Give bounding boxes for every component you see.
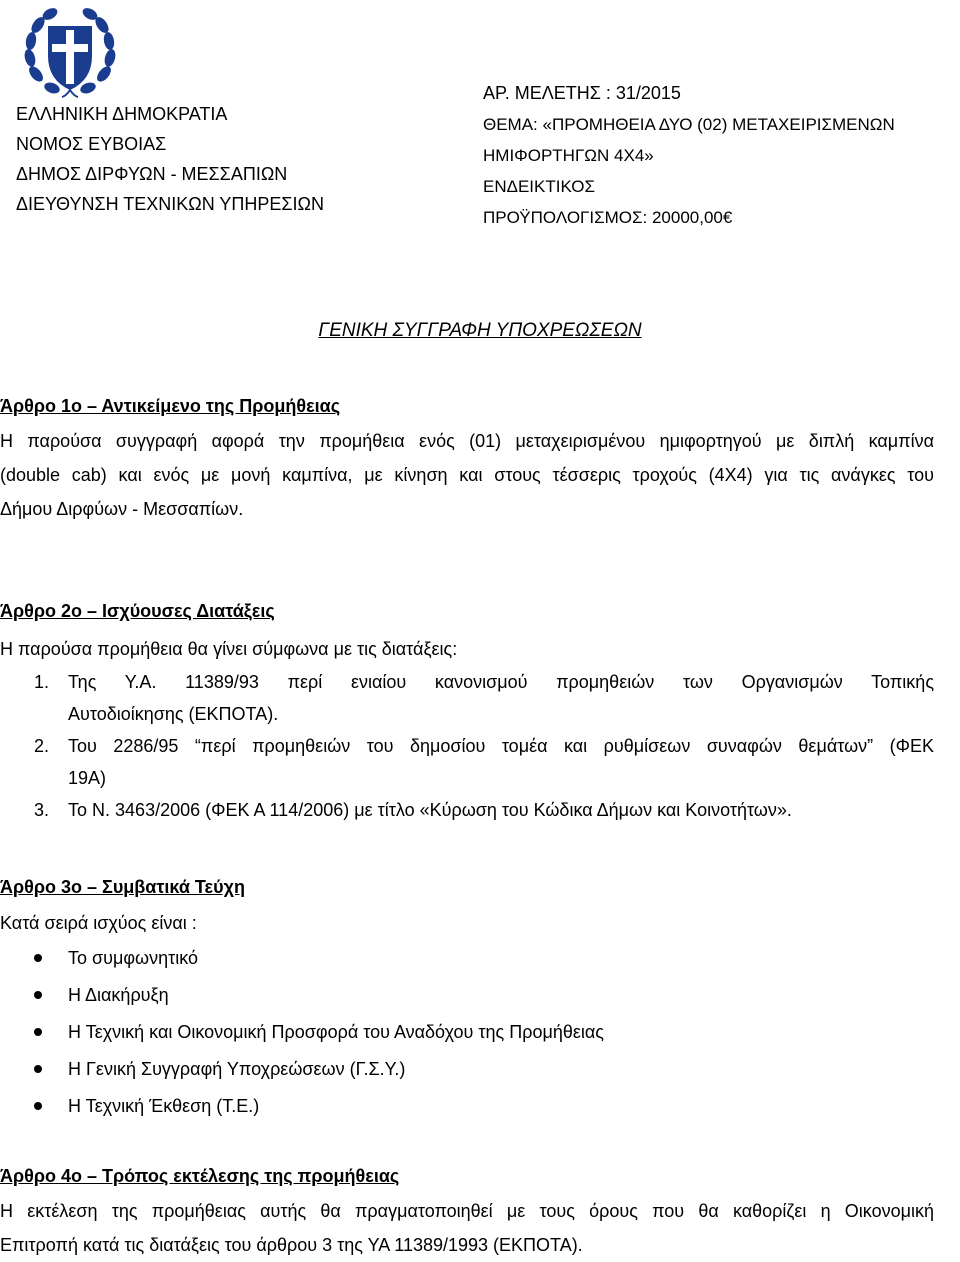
header-left-line: ΔΙΕΥΘΥΝΣΗ ΤΕΧΝΙΚΩΝ ΥΠΗΡΕΣΙΩΝ bbox=[16, 194, 324, 214]
list-item-text: Το Ν. 3463/2006 (ΦΕΚ Α 114/2006) με τίτλο «Κύρωση του Κώδικα Δήμων και Κοινοτήτων». bbox=[68, 800, 792, 820]
article-4-body bbox=[0, 1194, 934, 1262]
article-3-bullets bbox=[0, 944, 934, 1134]
list-item-text: Του 2286/95 “περί προμηθειών του δημοσίου τομέα και ρυθμίσεων συναφών θεμάτων” (ΦΕΚ bbox=[68, 736, 934, 756]
header-right bbox=[483, 78, 895, 233]
bullet-icon bbox=[34, 1102, 42, 1110]
header-left bbox=[16, 99, 324, 219]
list-item-text: Αυτοδιοίκησης (ΕΚΠΟΤΑ). bbox=[68, 704, 279, 724]
list-item-text: 19Α) bbox=[68, 768, 107, 788]
study-number: ΑΡ. ΜΕΛΕΤΗΣ : 31/2015 bbox=[483, 83, 681, 103]
bullet-text: Η Τεχνική Έκθεση (Τ.Ε.) bbox=[68, 1096, 260, 1116]
article-3-heading: Άρθρο 3ο – Συμβατικά Τεύχη bbox=[0, 877, 245, 897]
article-4-heading: Άρθρο 4ο – Τρόπος εκτέλεσης της προμήθειας bbox=[0, 1166, 400, 1186]
subject-line: ΗΜΙΦΟΡΤΗΓΩΝ 4Χ4» bbox=[483, 146, 654, 165]
bullet-icon bbox=[34, 1065, 42, 1073]
header-left-line: ΝΟΜΟΣ ΕΥΒΟΙΑΣ bbox=[16, 134, 167, 154]
list-item bbox=[0, 944, 934, 972]
article-2-heading: Άρθρο 2ο – Ισχύουσες Διατάξεις bbox=[0, 601, 275, 621]
paragraph-line: Η εκτέλεση της προμήθειας αυτής θα πραγματοποιηθεί με τους όρους που θα καθορίζει η Οικονομική bbox=[0, 1201, 934, 1221]
subject-line: ΘΕΜΑ: «ΠΡΟΜΗΘΕΙΑ ΔΥΟ (02) ΜΕΤΑΧΕΙΡΙΣΜΕΝΩΝ bbox=[483, 115, 895, 134]
article-3-intro: Κατά σειρά ισχύος είναι : bbox=[0, 913, 197, 933]
article-2-intro: Η παρούσα προμήθεια θα γίνει σύμφωνα με τις διατάξεις: bbox=[0, 639, 458, 659]
header-left-line: ΔΗΜΟΣ ΔΙΡΦΥΩΝ - ΜΕΣΣΑΠΙΩΝ bbox=[16, 164, 288, 184]
budget-label: ΕΝΔΕΙΚΤΙΚΟΣ bbox=[483, 177, 596, 196]
article-1-body bbox=[0, 424, 934, 526]
paragraph-line: Η παρούσα συγγραφή αφορά την προμήθεια ενός (01) μεταχειρισμένου ημιφορτηγού με διπλή καμπίνα bbox=[0, 431, 934, 451]
list-number: 1. bbox=[34, 672, 50, 692]
list-item bbox=[0, 981, 934, 1009]
bullet-icon bbox=[34, 954, 42, 962]
article-1-heading: Άρθρο 1ο – Αντικείμενο της Προμήθειας bbox=[0, 396, 341, 416]
document-title: ΓΕΝΙΚΗ ΣΥΓΓΡΑΦΗ ΥΠΟΧΡΕΩΣΕΩΝ bbox=[318, 320, 642, 341]
bullet-text: Η Διακήρυξη bbox=[68, 985, 169, 1005]
list-item bbox=[0, 1018, 934, 1046]
list-item bbox=[0, 1055, 934, 1083]
header-left-line: ΕΛΛΗΝΙΚΗ ΔΗΜΟΚΡΑΤΙΑ bbox=[16, 104, 228, 124]
bullet-text: Το συμφωνητικό bbox=[68, 948, 198, 968]
bullet-text: Η Γενική Συγγραφή Υποχρεώσεων (Γ.Σ.Υ.) bbox=[68, 1059, 406, 1079]
article-2-list bbox=[0, 666, 934, 826]
bullet-text: Η Τεχνική και Οικονομική Προσφορά του Αναδόχου της Προμήθειας bbox=[68, 1022, 604, 1042]
list-item bbox=[0, 1092, 934, 1120]
paragraph-line: (double cab) και ενός με μονή καμπίνα, με κίνηση και στους τέσσερις τροχούς (4Χ4) για τις ανάγκες του bbox=[0, 465, 934, 485]
bullet-icon bbox=[34, 1028, 42, 1036]
list-number: 2. bbox=[34, 736, 50, 756]
list-item-text: Της Υ.Α. 11389/93 περί ενιαίου κανονισμού προμηθειών των Οργανισμών Τοπικής bbox=[68, 672, 934, 692]
budget-value: ΠΡΟΫΠΟΛΟΓΙΣΜΟΣ: 20000,00€ bbox=[483, 208, 733, 227]
greek-emblem-logo bbox=[22, 4, 118, 100]
paragraph-line: Δήμου Διρφύων - Μεσσαπίων. bbox=[0, 499, 244, 519]
bullet-icon bbox=[34, 991, 42, 999]
list-number: 3. bbox=[34, 800, 50, 820]
paragraph-line: Επιτροπή κατά τις διατάξεις του άρθρου 3 της ΥΑ 11389/1993 (ΕΚΠΟΤΑ). bbox=[0, 1235, 583, 1255]
